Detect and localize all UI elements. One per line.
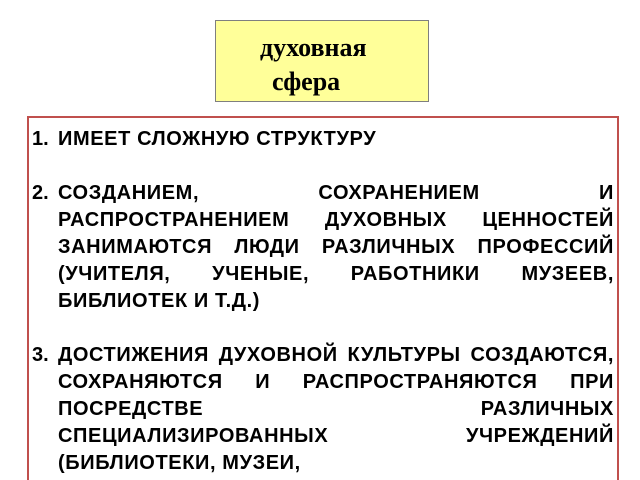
list-item-number: 1.	[32, 128, 49, 150]
list-item-text: ДОСТИЖЕНИЯ ДУХОВНОЙ КУЛЬТУРЫ СОЗДАЮТСЯ, СОХРАНЯЮТСЯ И РАСПРОСТРАНЯЮТСЯ ПРИ ПОСРЕДСТВЕ РАЗЛИЧНЫХ СПЕЦИАЛИЗИРОВАННЫХ УЧРЕЖДЕНИЙ (БИБЛИОТЕКИ, МУЗЕИ,	[58, 344, 614, 474]
list-item-number: 3.	[32, 344, 49, 366]
list-item-text: ИМЕЕТ СЛОЖНУЮ СТРУКТУРУ	[58, 128, 377, 150]
title-line-2: сфера	[272, 67, 341, 96]
list-item-3	[32, 342, 614, 477]
list-item-number: 2.	[32, 182, 49, 204]
content-box	[27, 116, 619, 480]
title-box	[215, 20, 429, 102]
numbered-list	[32, 126, 614, 480]
title-line-1: духовная	[260, 33, 367, 62]
list-item-text: СОЗДАНИЕМ, СОХРАНЕНИЕМ И РАСПРОСТРАНЕНИЕМ ДУХОВНЫХ ЦЕННОСТЕЙ ЗАНИМАЮТСЯ ЛЮДИ РАЗЛИЧНЫХ ПРОФЕССИЙ (УЧИТЕЛЯ, УЧЕНЫЕ, РАБОТНИКИ МУЗЕЕВ, БИБЛИОТЕК И Т.Д.)	[58, 182, 614, 312]
list-item-2	[32, 180, 614, 315]
list-item-1	[32, 126, 614, 153]
